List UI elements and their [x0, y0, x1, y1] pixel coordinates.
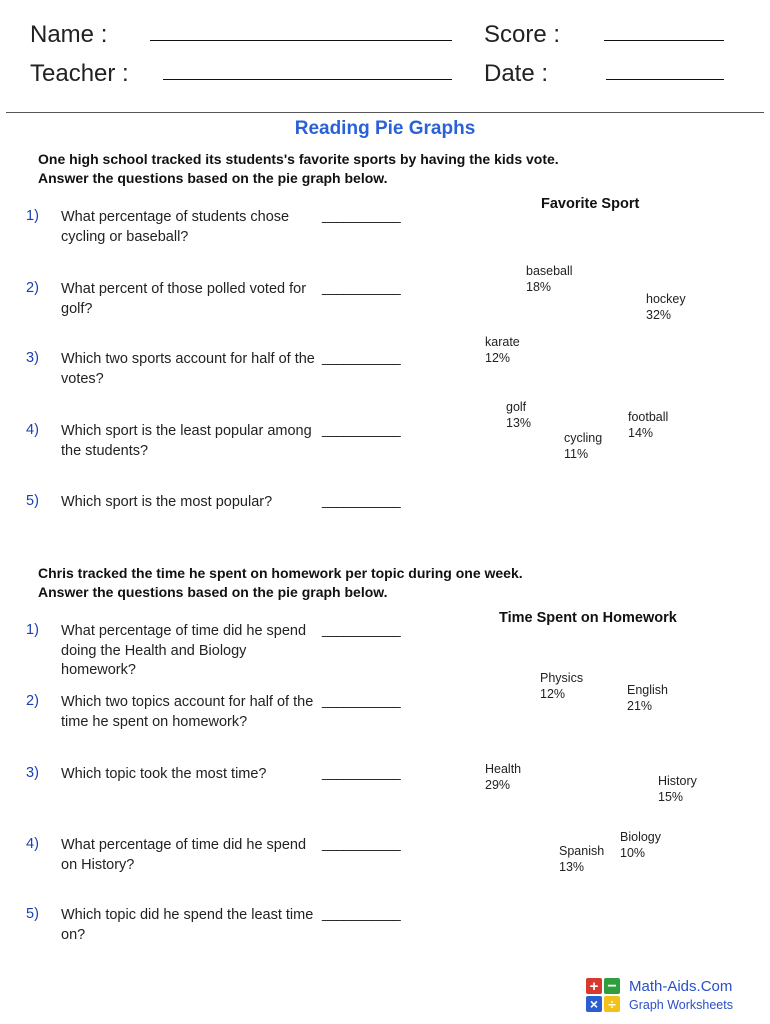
section1-intro-line2: Answer the questions based on the pie graph below. — [38, 170, 388, 186]
question-text: Which sport is the least popular among the students? — [61, 423, 312, 459]
slice-label-karate — [485, 334, 520, 366]
slice-label-health — [485, 761, 521, 793]
question-text: Which sport is the most popular? — [61, 494, 273, 510]
section2-intro-line1: Chris tracked the time he spent on homework per topic during one week. — [38, 565, 523, 581]
question-text: Which two sports account for half of the votes? — [61, 351, 315, 387]
question-text: What percentage of time did he spend on History? — [61, 837, 307, 873]
header-divider — [6, 112, 764, 113]
answer-blank[interactable]: ___________ — [322, 693, 400, 709]
answer-blank[interactable]: ___________ — [322, 280, 400, 296]
answer-blank[interactable]: ___________ — [322, 422, 400, 438]
slice-value: 14% — [628, 426, 654, 440]
question-number: 3) — [26, 350, 39, 366]
slice-label-history — [658, 773, 697, 805]
slice-name: cycling — [564, 431, 603, 445]
svg-text:×: × — [589, 996, 599, 1012]
slice-label-cycling — [564, 430, 602, 462]
svg-text:÷: ÷ — [608, 996, 616, 1012]
slice-name: football — [628, 410, 669, 424]
svg-text:+: + — [589, 978, 599, 995]
slice-label-baseball — [526, 263, 573, 295]
question-number: 2) — [26, 280, 39, 296]
page-title: Reading Pie Graphs — [294, 118, 476, 139]
question-number: 1) — [26, 208, 39, 224]
slice-value: 12% — [485, 351, 511, 365]
chart2-title: Time Spent on Homework — [499, 610, 677, 626]
answer-blank[interactable]: ___________ — [322, 765, 400, 781]
answer-blank[interactable]: ___________ — [322, 906, 400, 922]
slice-value: 11% — [564, 447, 589, 461]
slice-label-spanish — [559, 843, 604, 875]
slice-name: Health — [485, 762, 522, 776]
question-number: 4) — [26, 422, 39, 438]
slice-value: 21% — [627, 699, 653, 713]
slice-name: Physics — [540, 671, 584, 685]
slice-value: 13% — [559, 860, 585, 874]
answer-blank[interactable]: ___________ — [322, 350, 400, 366]
slice-label-biology — [620, 829, 661, 861]
svg-text:−: − — [607, 978, 617, 995]
slice-value: 32% — [646, 308, 672, 322]
question-number: 5) — [26, 493, 39, 509]
answer-blank[interactable]: ___________ — [322, 493, 400, 509]
slice-value: 10% — [620, 846, 646, 860]
section2-intro — [38, 564, 523, 602]
slice-label-physics — [540, 670, 583, 702]
name-label: Name : — [30, 21, 108, 48]
slice-name: English — [627, 683, 668, 697]
slice-name: baseball — [526, 264, 573, 278]
slice-label-english — [627, 682, 668, 714]
question-number: 3) — [26, 765, 39, 781]
question-text: Which topic took the most time? — [61, 766, 267, 782]
slice-value: 18% — [526, 280, 552, 294]
brand-site[interactable]: Math-Aids.Com — [629, 978, 733, 995]
teacher-label: Teacher : — [30, 60, 129, 87]
slice-name: Spanish — [559, 844, 605, 858]
slice-value: 29% — [485, 778, 511, 792]
slice-name: golf — [506, 400, 527, 414]
slice-name: karate — [485, 335, 520, 349]
answer-blank[interactable]: ___________ — [322, 208, 400, 224]
date-label: Date : — [484, 60, 549, 87]
question-number: 2) — [26, 693, 39, 709]
score-line[interactable] — [604, 40, 724, 41]
section2-intro-line2: Answer the questions based on the pie graph below. — [38, 584, 388, 600]
question-text: Which two topics account for half of the time he spent on homework? — [61, 694, 314, 730]
question-number: 5) — [26, 906, 39, 922]
slice-name: Biology — [620, 830, 661, 844]
answer-blank[interactable]: ___________ — [322, 836, 400, 852]
slice-name: History — [658, 774, 697, 788]
question-text: What percentage of students chose cycling or baseball? — [61, 209, 290, 245]
slice-value: 12% — [540, 687, 566, 701]
teacher-line[interactable] — [163, 79, 452, 80]
slice-value: 13% — [506, 416, 532, 430]
math-aids-logo-icon — [585, 977, 621, 1013]
chart1-title: Favorite Sport — [541, 196, 640, 212]
slice-label-football — [628, 409, 668, 441]
question-text: Which topic did he spend the least time on? — [61, 907, 314, 943]
date-line[interactable] — [606, 79, 724, 80]
slice-label-golf — [506, 399, 531, 431]
question-text: What percent of those polled voted for golf? — [61, 281, 307, 317]
slice-value: 15% — [658, 790, 684, 804]
question-number: 4) — [26, 836, 39, 852]
section1-intro-line1: One high school tracked its students's favorite sports by having the kids vote. — [38, 151, 559, 167]
score-label: Score : — [484, 21, 561, 48]
section1-intro — [38, 150, 559, 188]
question-text: What percentage of time did he spend doing the Health and Biology homework? — [61, 623, 307, 678]
name-line[interactable] — [150, 40, 452, 41]
question-number: 1) — [26, 622, 39, 638]
brand-tagline: Graph Worksheets — [629, 998, 733, 1012]
slice-label-hockey — [646, 291, 686, 323]
slice-name: hockey — [646, 292, 686, 306]
answer-blank[interactable]: ___________ — [322, 622, 400, 638]
